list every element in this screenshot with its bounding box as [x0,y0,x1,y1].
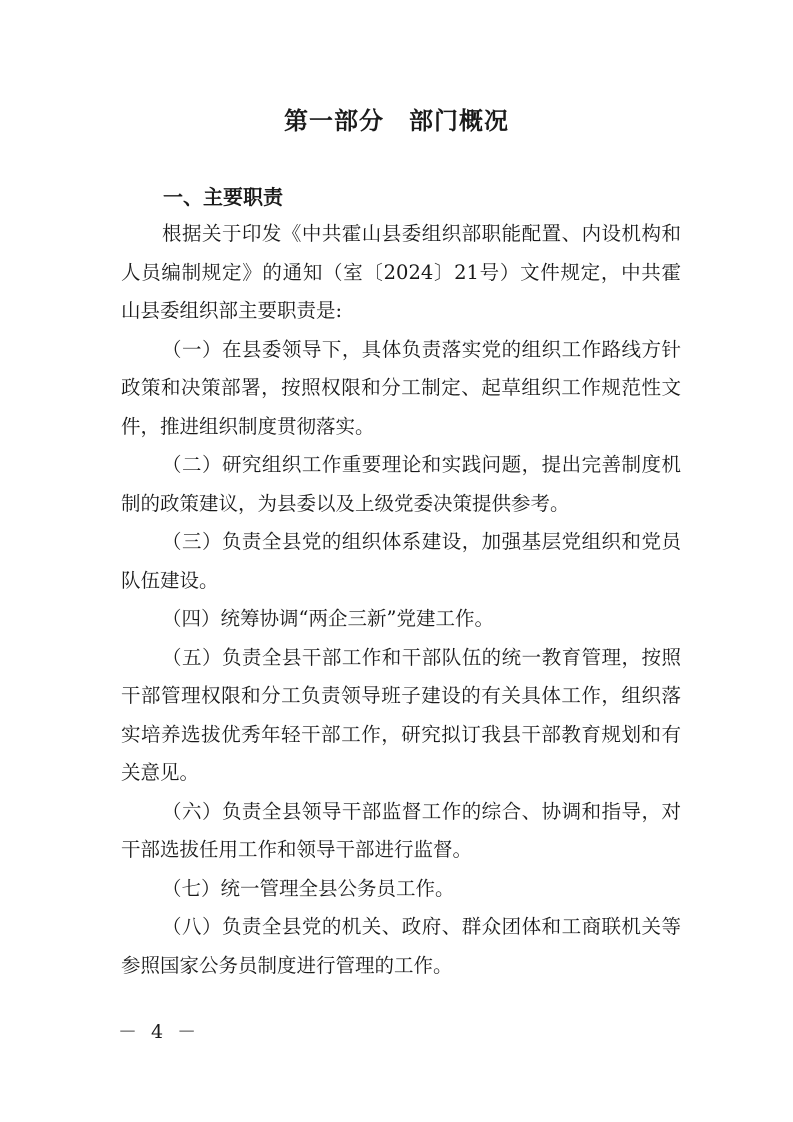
duty-item-1: （一）在县委领导下，具体负责落实党的组织工作路线方针政策和决策部署，按照权限和分工制定、起草组织工作规范性文件，推进组织制度贯彻落实。 [121,337,681,438]
duty-item-5: （五）负责全县干部工作和干部队伍的统一教育管理，按照干部管理权限和分工负责领导班子建设的有关具体工作，组织落实培养选拔优秀年轻干部工作，研究拟订我县干部教育规划和有关意见。 [121,645,681,784]
duty-item-8: （八）负责全县党的机关、政府、群众团体和工商联机关等参照国家公务员制度进行管理的工作。 [121,915,681,977]
duty-item-7: （七）统一管理全县公务员工作。 [162,876,455,900]
duty-item-4: （四）统筹协调“两企三新”党建工作。 [162,607,494,630]
duty-item-6: （六）负责全县领导干部监督工作的综合、协调和指导，对干部选拔任用工作和领导干部进行监督。 [121,799,681,861]
page-title: 第一部分 部门概况 [284,107,509,135]
page-number: － 4 － [118,1021,201,1043]
section-heading: 一、主要职责 [163,185,283,209]
duty-item-3: （三）负责全县党的组织体系建设，加强基层党组织和党员队伍建设。 [121,530,681,592]
body-text [121,215,681,985]
duty-item-2: （二）研究组织工作重要理论和实践问题，提出完善制度机制的政策建议，为县委以及上级党委决策提供参考。 [121,453,681,515]
intro-paragraph: 根据关于印发《中共霍山县委组织部职能配置、内设机构和人员编制规定》的通知（室〔2024〕21号）文件规定，中共霍山县委组织部主要职责是: [121,222,681,322]
